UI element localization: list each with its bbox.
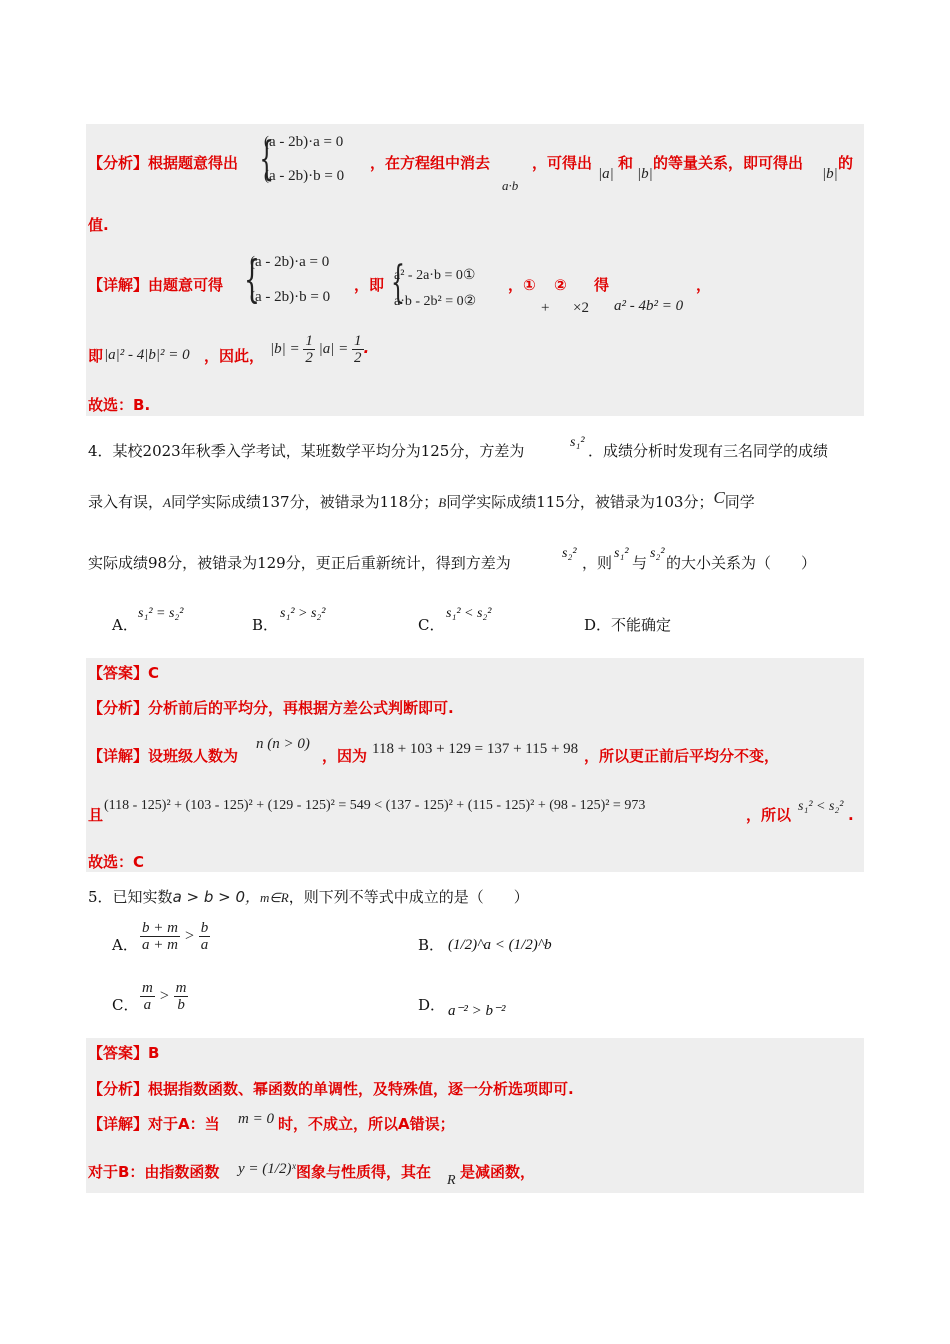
q3-analysis-line: 【分析】根据题意得出 — [88, 154, 239, 172]
abs-b-2: |b| — [822, 166, 838, 182]
abs-a: |a| — [598, 166, 614, 182]
fraction-half-2: $\frac{1}{2}$ — [354, 333, 362, 366]
q4-stem-line1: 4．某校2023年秋季入学考试，某班数学平均分为125分，方差为 — [88, 442, 525, 460]
analysis-label: 【分析】 — [88, 154, 149, 172]
q5-answer: 【答案】B — [88, 1044, 160, 1062]
q4-analysis: 【分析】分析前后的平均分，再根据方差公式判断即可. — [88, 699, 454, 717]
equation-system-line2: (a - 2b)·b = 0 — [264, 168, 345, 184]
q5-option-b[interactable]: B． — [418, 936, 445, 954]
option-d[interactable]: D．不能确定 — [584, 616, 672, 634]
q5-option-c[interactable]: C． — [112, 996, 139, 1014]
elim-var: a·b — [502, 178, 519, 193]
q3-detail-line: 【详解】由题意可得 — [88, 276, 224, 294]
q5-option-d[interactable]: D． — [418, 996, 446, 1014]
q3-answer: 故选：B. — [88, 396, 151, 414]
abs-b: |b| — [637, 166, 653, 182]
s1-squared: s₁² — [570, 435, 585, 450]
q4-answer: 【答案】C — [88, 664, 160, 682]
q5-option-a[interactable]: A． — [112, 936, 138, 954]
equation-system-3-line1: a² - 2a·b = 0① — [394, 268, 476, 283]
equation-system-line1: (a - 2b)·a = 0 — [264, 134, 344, 150]
equation-system-3-line2: a·b - 2b² = 0② — [394, 294, 477, 309]
option-c[interactable]: C． — [418, 616, 445, 634]
q5-analysis: 【分析】根据指数函数、幂函数的单调性，及特殊值，逐一分析选项即可. — [88, 1080, 574, 1098]
q5-detail: 【详解】对于A：当 — [88, 1115, 220, 1133]
q4-stem-line2: 录入有误，A同学实际成绩137分，被错录为118分；B同学实际成绩115分，被错录为103分；C同学 — [88, 488, 755, 511]
detail-label: 【详解】 — [88, 276, 149, 294]
q4-stem-line3: 实际成绩98分，被错录为129分，更正后重新统计，得到方差为 — [88, 554, 511, 572]
long-expression: (118 - 125)² + (103 - 125)² + (129 - 125)² = 549 < (137 - 125)² + (115 - 125)² + (98 - 125)² = 973 — [104, 798, 646, 813]
q4-detail: 【详解】设班级人数为 — [88, 747, 239, 765]
fraction-half: $\frac{1}{2}$ — [305, 333, 313, 366]
q5-stem: 5．已知实数a > b > 0，m∈R，则下列不等式中成立的是（ ） — [88, 888, 529, 906]
brace: { — [259, 131, 274, 185]
option-a[interactable]: A． — [112, 616, 138, 634]
option-b[interactable]: B． — [252, 616, 279, 634]
document-page: 【分析】根据题意得出 { (a - 2b)·a = 0 (a - 2b)·b = 0 ，在方程组中消去 a·b ，可得出 |a| 和 |b| 的等量关系，即可得出 |b| 的 值. 【详解】由题意可得 { (a - 2b)·a = 0 (a - 2b)·b = 0 ，即 { a² - 2a·b = 0① a·b - 2b² = 0② ，① ② 得 + ×2 a² - 4b² = 0 ， 即 |a|² - 4|b|² = 0 ，因此， |b| = $\frac{1}{2}$ |a| = $\frac{1}{2}$ . 故选：B. 4．某校2023年秋季入学考试，某班数学平均分为125分，方差为 s₁² ．成绩分析时发现有三名同学的成绩 录入有误，A同学实际成绩137分，被错录为118分；B同学实际成绩115分，被错录为103分；C同学 实际成绩98分，被错录为129分，更正后重新统计，得到方差为 s₂² ，则 s₁² 与 s₂² 的大小关系为（ ） A． s₁² = s₂² B． s₁² > s₂² C． s₁² < s₂² D．不能确定 【答案】C 【分析】分析前后的平均分，再根据方差公式判断即可. 【详解】设班级人数为 n (n > 0) ，因为 118 + 103 + 129 = 137 + 115 + 98 ，所以更正前后平均分不变， 且 (118 - 125)² + (103 - 125)² + (129 - 125)² = 549 < (137 - 125)² + (115 - 125)² + (98 - 125)² = 973 ，所以 s₁² < s₂² . 故选：C 5．已知实数a > b > 0，m∈R，则下列不等式中成立的是（ ） A． $\frac{b + m}{a + m}$ > $\frac{b}{a}$ B． (1/2)^a < (1/2)^b C． $\frac{m}{a}$ > $\frac{m}{b}$ D． a⁻² > b⁻² 【答案】B 【分析】根据指数函数、幂函数的单调性，及特殊值，逐一分析选项即可. 【详解】对于A：当 m = 0 时，不成立，所以A错误； 对于B：由指数函数 y = (1/2)ˣ 图象与性质得，其在 R 是减函数， — [0, 0, 950, 1344]
q4-guxuan: 故选：C — [88, 853, 145, 871]
